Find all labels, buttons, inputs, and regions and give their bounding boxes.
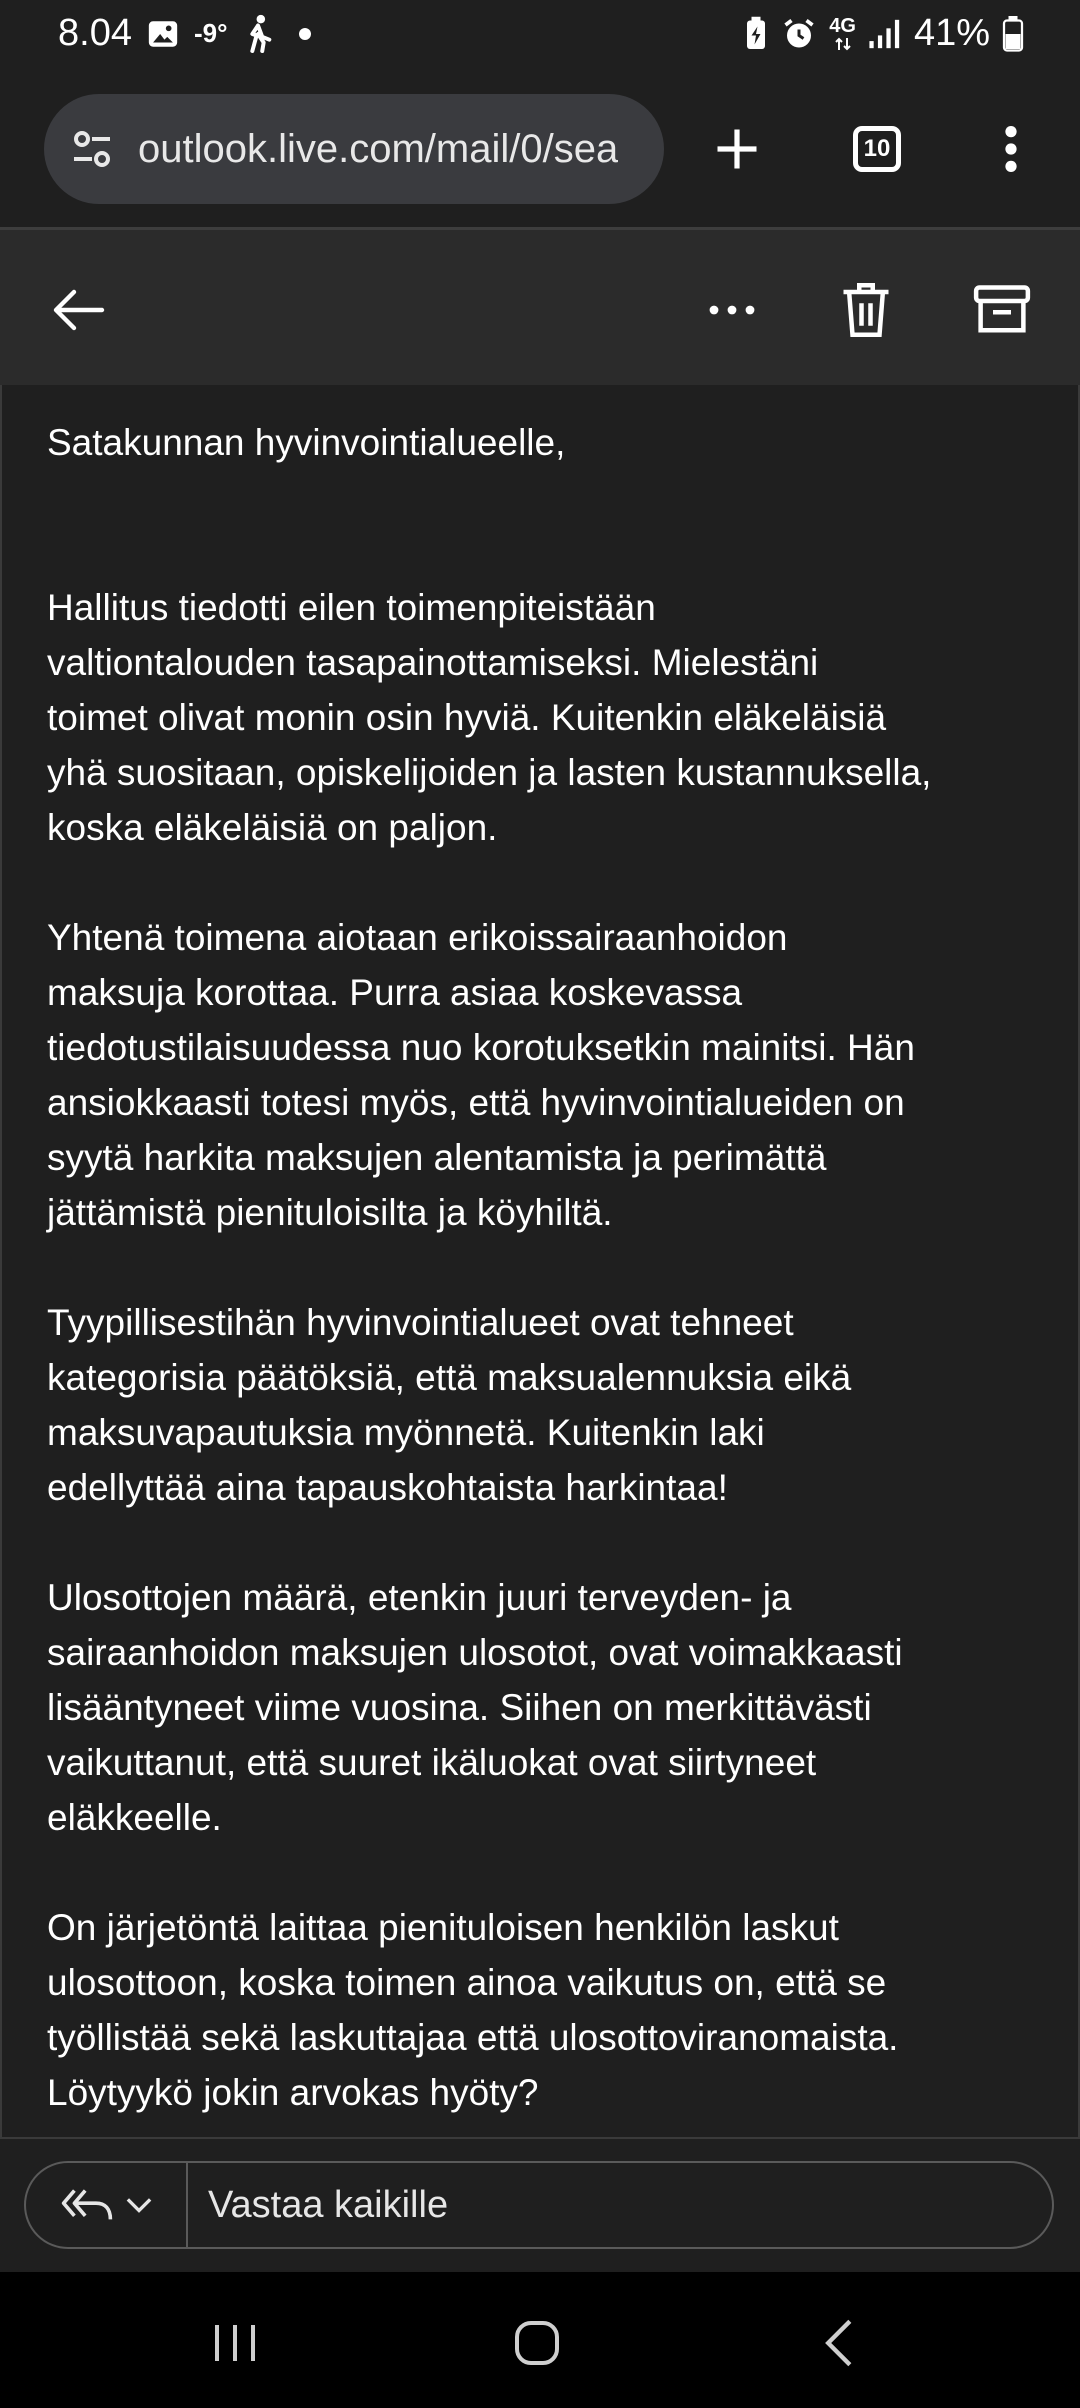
system-nav-bar — [0, 2272, 1080, 2408]
battery-icon — [1002, 16, 1024, 52]
alarm-icon — [781, 16, 817, 52]
url-text[interactable]: outlook.live.com/mail/0/sea — [138, 126, 619, 171]
address-bar[interactable] — [44, 94, 664, 204]
message-body — [47, 415, 1037, 2137]
back-icon — [822, 2317, 856, 2369]
message-body-pane[interactable] — [0, 385, 1080, 2137]
reply-all-icon — [60, 2185, 114, 2225]
delete-button[interactable] — [826, 270, 906, 350]
network-type: 4G — [829, 14, 856, 37]
recent-apps-icon — [210, 2321, 260, 2365]
image-icon — [146, 17, 180, 51]
new-tab-button[interactable] — [702, 114, 772, 184]
battery-percent: 41% — [913, 12, 990, 54]
more-vertical-icon — [1001, 123, 1021, 175]
mail-toolbar — [0, 230, 1080, 385]
temperature: -9° — [193, 18, 228, 48]
tab-count: 10 — [863, 135, 891, 162]
paragraph: Ulosottojen määrä, etenkin juuri terveyden- ja sairaanhoidon maksujen ulosotot, ovat voimakkaasti lisääntyneet viime vuosina. Siihen on merkittävästi vaikuttanut, että suuret ikäluokat ovat siirtyneet eläkkeelle. — [47, 1577, 903, 1838]
greeting: Satakunnan hyvinvointialueelle, — [47, 422, 566, 463]
back-button[interactable] — [38, 270, 118, 350]
back-arrow-icon — [50, 286, 106, 334]
browser-toolbar — [0, 70, 1080, 228]
archive-icon — [972, 283, 1032, 337]
new-tab-icon — [711, 123, 763, 175]
dot-icon — [299, 28, 311, 40]
back-nav-button[interactable] — [794, 2310, 884, 2376]
reply-options-button[interactable] — [26, 2163, 188, 2247]
status-bar — [0, 0, 1080, 70]
tabs-button[interactable] — [842, 114, 912, 184]
left-border — [0, 385, 2, 2137]
delete-icon — [839, 280, 893, 340]
paragraph: Hallitus tiedotti eilen toimenpiteistään valtiontalouden tasapainottamiseksi. Mielestäni toimet olivat monin osin hyviä. Kuitenkin eläkeläisiä yhä suositaan, opiskelijoiden ja lasten kustannuksella, koska eläkeläisiä on paljon. — [47, 587, 932, 848]
clock: 8.04 — [58, 12, 132, 54]
home-button[interactable] — [492, 2310, 582, 2376]
browser-menu-button[interactable] — [976, 114, 1046, 184]
more-horizontal-icon — [708, 304, 756, 316]
reply-box — [24, 2161, 1054, 2249]
data-arrows-icon — [829, 16, 856, 52]
reply-bar — [0, 2137, 1080, 2274]
more-actions-button[interactable] — [692, 270, 772, 350]
walking-icon — [241, 14, 275, 54]
archive-button[interactable] — [962, 270, 1042, 350]
signal-icon — [868, 18, 902, 50]
chevron-down-icon — [126, 2197, 152, 2213]
paragraph: On järjetöntä laittaa pienituloisen henkilön laskut ulosottoon, koska toimen ainoa vaikutus on, että se työllistää sekä laskuttajaa että ulosottoviranomaista. Löytyykö jokin arvokas hyöty? — [47, 1907, 899, 2113]
site-settings-icon[interactable] — [68, 125, 116, 173]
battery-saver-icon — [743, 16, 769, 52]
tabs-icon — [853, 126, 901, 172]
recent-apps-button[interactable] — [190, 2310, 280, 2376]
paragraph: Yhtenä toimena aiotaan erikoissairaanhoidon maksuja korottaa. Purra asiaa koskevassa tiedotustilaisuudessa nuo korotuksetkin mainitsi. Hän ansiokkaasti totesi myös, että hyvinvointialueiden on syytä harkita maksujen alentamista ja perimättä jättämistä pienituloisilta ja köyhiltä. — [47, 917, 915, 1233]
paragraph: Tyypillisestihän hyvinvointialueet ovat tehneet kategorisia päätöksiä, että maksualennuksia eikä maksuvapautuksia myönnetä. Kuitenkin laki edellyttää aina tapauskohtaista harkintaa! — [47, 1302, 852, 1508]
reply-all-button[interactable]: Vastaa kaikille — [208, 2183, 449, 2226]
home-icon — [513, 2319, 561, 2367]
